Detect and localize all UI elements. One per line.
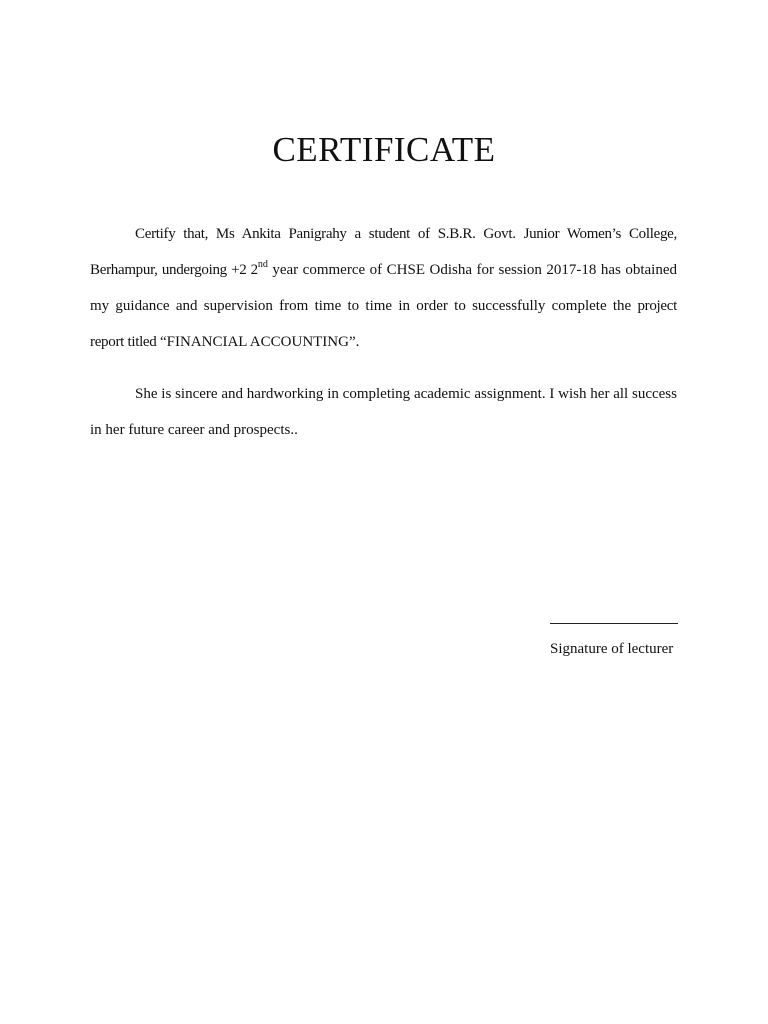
- signature-label: Signature of lecturer: [550, 641, 674, 657]
- ordinal-suffix: nd: [257, 259, 268, 270]
- paragraph-tail: project report titled: [90, 298, 677, 350]
- character-paragraph: She is sincere and hardworking in completing academic assignment. I wish her all success in her future career and prospects..: [90, 386, 677, 438]
- project-title: “FINANCIAL ACCOUNTING”: [159, 334, 356, 350]
- signature-line: [550, 623, 678, 624]
- certificate-title: CERTIFICATE: [272, 130, 496, 169]
- certification-paragraph: [90, 216, 677, 360]
- paragraph-body: year commerce of CHSE Odisha for session 2017-18 has obtained my guidance and supervision from time to time in order to successfully complete the: [90, 262, 677, 314]
- paragraph-end: .: [355, 334, 360, 350]
- paragraph-intro: Certify that, Ms Ankita Panigrahy a student of S.B.R. Govt. Junior Women’s College, Berhampur, undergoing +2 2: [90, 226, 677, 278]
